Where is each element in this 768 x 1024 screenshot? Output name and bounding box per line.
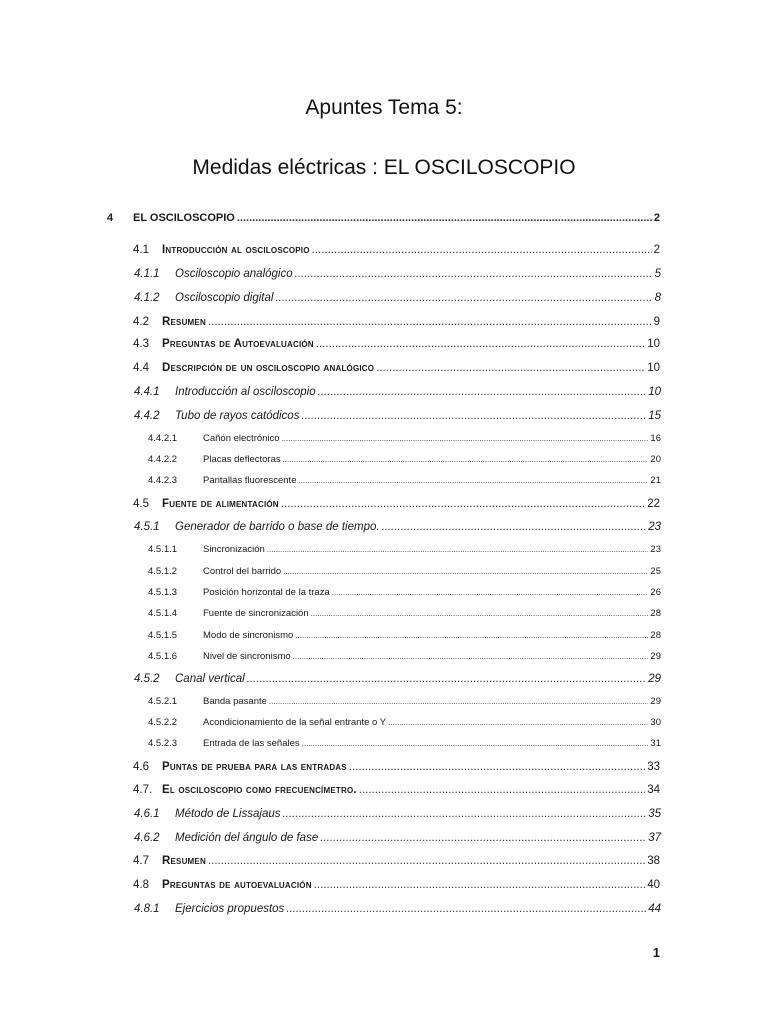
toc-entry-title: Banda pasante (203, 696, 267, 707)
toc-entry[interactable] (148, 544, 661, 555)
toc-entry-number: 4.7. (133, 784, 153, 796)
toc-dot-leader (316, 338, 645, 350)
toc-entry[interactable] (133, 784, 660, 796)
toc-entry[interactable] (148, 696, 661, 707)
toc-entry[interactable] (133, 244, 660, 256)
toc-dot-leader (359, 784, 645, 796)
toc-entry[interactable] (133, 761, 660, 773)
toc-dot-leader (283, 567, 648, 576)
toc-dot-leader (283, 455, 649, 464)
toc-dot-leader (208, 316, 652, 328)
document-title: Apuntes Tema 5: (305, 96, 463, 119)
toc-entry[interactable] (134, 386, 661, 398)
toc-entry-page: 26 (650, 587, 661, 598)
toc-dot-leader (376, 362, 645, 374)
toc-entry[interactable] (133, 855, 660, 867)
toc-entry-number: 4.5.1.2 (148, 566, 178, 577)
toc-entry[interactable] (134, 410, 661, 422)
toc-dot-leader (286, 903, 646, 915)
toc-dot-leader (267, 545, 649, 554)
toc-entry-title: Posición horizontal de la traza (203, 587, 330, 598)
toc-entry-title: Fuente de alimentación (162, 498, 279, 510)
page-number: 1 (652, 945, 660, 960)
toc-entry-title: Descripción de un osciloscopio analógico (162, 362, 375, 374)
toc-entry-page: 29 (650, 651, 661, 662)
toc-entry-number: 4.5.2 (134, 673, 160, 685)
toc-entry-page: 16 (650, 433, 661, 444)
toc-entry-title: Preguntas de Autoevaluación (162, 338, 314, 350)
toc-entry-title: Ejercicios propuestos (175, 903, 285, 915)
toc-entry-title: EL OSCILOSCOPIO (133, 212, 235, 224)
toc-dot-leader (275, 292, 652, 304)
toc-entry-page: 33 (647, 761, 660, 773)
toc-entry[interactable] (133, 338, 660, 350)
toc-entry-page: 10 (647, 338, 660, 350)
toc-entry-number: 4.3 (133, 338, 149, 350)
toc-entry-page: 38 (647, 855, 660, 867)
toc-entry[interactable] (148, 475, 661, 486)
toc-entry-page: 8 (654, 292, 661, 304)
toc-entry[interactable] (134, 268, 661, 280)
toc-dot-leader (282, 808, 646, 820)
toc-dot-leader (382, 521, 647, 533)
toc-dot-leader (298, 476, 648, 485)
toc-dot-leader (302, 739, 649, 748)
toc-entry-page: 30 (650, 717, 661, 728)
toc-entry-number: 4.4 (133, 362, 149, 374)
toc-entry[interactable] (148, 587, 661, 598)
toc-entry-page: 22 (647, 498, 660, 510)
toc-dot-leader (269, 697, 649, 706)
toc-entry-number: 4.1.1 (134, 268, 160, 280)
toc-entry[interactable] (148, 738, 661, 749)
toc-entry-number: 4.8 (133, 879, 149, 891)
toc-entry-number: 4.5.1.6 (148, 651, 178, 662)
toc-entry-number: 4.6.2 (134, 832, 160, 844)
toc-entry-page: 23 (648, 521, 661, 533)
toc-entry-title: Tubo de rayos catódicos (175, 410, 300, 422)
toc-entry-number: 4.5.1.3 (148, 587, 178, 598)
toc-entry-number: 4.4.2.2 (148, 454, 178, 465)
toc-entry[interactable] (107, 212, 660, 224)
toc-entry-title: Resumen (162, 316, 206, 328)
toc-entry[interactable] (148, 651, 661, 662)
toc-entry-title: Preguntas de autoevaluación (162, 879, 312, 891)
toc-entry-number: 4.5 (133, 498, 149, 510)
toc-entry-page: 10 (647, 362, 660, 374)
toc-entry-number: 4.5.2.3 (148, 738, 178, 749)
toc-dot-leader (293, 652, 649, 661)
toc-entry-page: 2 (653, 244, 660, 256)
toc-dot-leader (312, 244, 652, 256)
toc-entry-page: 2 (653, 212, 660, 224)
toc-entry-title: Sincronización (203, 544, 265, 555)
toc-entry-title: Introducción al osciloscopio (162, 244, 310, 256)
toc-entry-title: Osciloscopio analógico (175, 268, 293, 280)
toc-entry-page: 29 (648, 673, 661, 685)
toc-entry-number: 4.7 (133, 855, 149, 867)
toc-entry-title: Nivel de sincronismo (203, 651, 291, 662)
toc-entry[interactable] (148, 454, 661, 465)
toc-entry-title: Puntas de prueba para las entradas (162, 761, 347, 773)
toc-dot-leader (295, 631, 648, 640)
toc-entry-title: Placas deflectoras (203, 454, 281, 465)
toc-entry[interactable] (133, 879, 660, 891)
toc-entry[interactable] (134, 521, 661, 533)
toc-dot-leader (332, 588, 649, 597)
toc-dot-leader (388, 718, 648, 727)
toc-entry-page: 44 (648, 903, 661, 915)
toc-dot-leader (247, 673, 647, 685)
toc-entry[interactable] (148, 717, 661, 728)
toc-entry-page: 31 (650, 738, 661, 749)
toc-entry-title: Osciloscopio digital (175, 292, 274, 304)
toc-dot-leader (282, 434, 649, 443)
toc-entry-page: 25 (650, 566, 661, 577)
toc-entry-page: 21 (650, 475, 661, 486)
toc-entry-page: 40 (647, 879, 660, 891)
toc-entry[interactable] (148, 630, 661, 641)
toc-entry-title: Generador de barrido o base de tiempo. (175, 521, 380, 533)
toc-entry-number: 4.4.2.3 (148, 475, 178, 486)
toc-entry[interactable] (134, 292, 661, 304)
toc-entry-page: 20 (650, 454, 661, 465)
toc-entry-number: 4.5.1.5 (148, 630, 178, 641)
toc-entry-number: 4.8.1 (134, 903, 160, 915)
toc-entry-page: 9 (653, 316, 660, 328)
toc-entry-page: 23 (650, 544, 661, 555)
toc-entry[interactable] (133, 362, 660, 374)
toc-entry-page: 28 (650, 608, 661, 619)
toc-entry[interactable] (134, 832, 661, 844)
toc-entry-page: 29 (650, 696, 661, 707)
toc-entry-title: Método de Lissajaus (175, 808, 281, 820)
toc-entry-title: Resumen (162, 855, 206, 867)
toc-entry-number: 4 (107, 212, 114, 224)
toc-dot-leader (301, 410, 646, 422)
toc-dot-leader (320, 832, 646, 844)
toc-entry-number: 4.4.2 (134, 410, 160, 422)
toc-entry-title: Fuente de sincronización (203, 608, 309, 619)
toc-entry-title: Pantallas fluorescente (203, 475, 297, 486)
toc-entry-page: 37 (648, 832, 661, 844)
toc-entry-number: 4.4.1 (134, 386, 160, 398)
document-subtitle: Medidas eléctricas : EL OSCILOSCOPIO (192, 156, 576, 179)
toc-entry-title: Entrada de las señales (203, 738, 300, 749)
toc-entry-title: Modo de sincronismo (203, 630, 294, 641)
toc-entry-title: Cañón electrónico (203, 433, 280, 444)
toc-entry-number: 4.2 (133, 316, 149, 328)
toc-entry-page: 28 (650, 630, 661, 641)
toc-entry[interactable] (148, 566, 661, 577)
toc-entry-number: 4.5.1.4 (148, 608, 178, 619)
toc-dot-leader (281, 498, 645, 510)
toc-entry-title: Medición del ángulo de fase (175, 832, 319, 844)
toc-entry[interactable] (148, 433, 661, 444)
toc-entry-page: 34 (647, 784, 660, 796)
toc-dot-leader (237, 212, 652, 224)
toc-entry-number: 4.4.2.1 (148, 433, 178, 444)
toc-entry[interactable] (134, 673, 661, 685)
toc-entry-title: Acondicionamiento de la señal entrante o Y (203, 717, 387, 728)
toc-dot-leader (314, 879, 646, 891)
toc-entry[interactable] (133, 316, 660, 328)
toc-entry-number: 4.6 (133, 761, 149, 773)
toc-entry-title: Introducción al osciloscopio (175, 386, 316, 398)
toc-entry-number: 4.5.2.1 (148, 696, 178, 707)
toc-dot-leader (349, 761, 645, 773)
toc-entry[interactable] (133, 498, 660, 510)
toc-entry-title: Control del barrido (203, 566, 282, 577)
toc-entry-title: El osciloscopio como frecuencímetro. (162, 784, 357, 796)
toc-entry-page: 35 (648, 808, 661, 820)
toc-entry-number: 4.5.1 (134, 521, 160, 533)
toc-entry-number: 4.5.2.2 (148, 717, 178, 728)
toc-entry-number: 4.6.1 (134, 808, 160, 820)
toc-entry[interactable] (148, 608, 661, 619)
toc-entry-number: 4.1.2 (134, 292, 160, 304)
toc-entry-page: 15 (648, 410, 661, 422)
toc-entry-number: 4.5.1.1 (148, 544, 178, 555)
toc-dot-leader (295, 268, 653, 280)
toc-entry-page: 10 (648, 386, 661, 398)
toc-entry[interactable] (134, 808, 661, 820)
toc-dot-leader (208, 855, 645, 867)
toc-entry-number: 4.1 (133, 244, 149, 256)
toc-entry-title: Canal vertical (175, 673, 245, 685)
toc-entry[interactable] (134, 903, 661, 915)
toc-dot-leader (318, 386, 647, 398)
toc-dot-leader (311, 609, 649, 618)
toc-entry-page: 5 (654, 268, 661, 280)
